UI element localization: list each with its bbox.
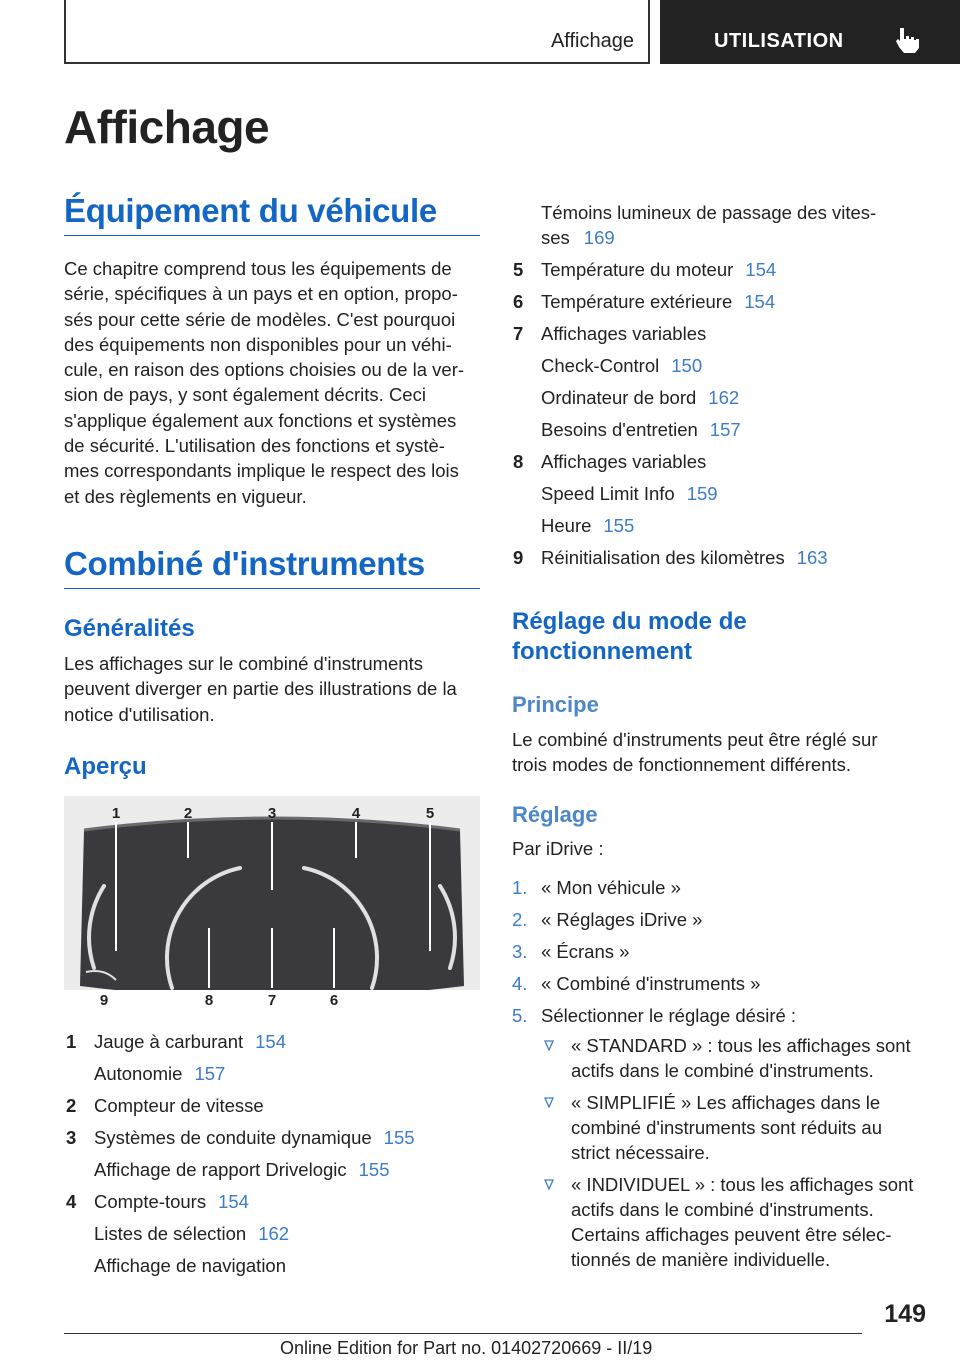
list-item: 3 Systèmes de conduite dynamique 155 bbox=[66, 1127, 415, 1148]
legend-list-right bbox=[513, 254, 931, 574]
list-item: 6 Température extérieure 154 bbox=[513, 291, 776, 312]
list-item: 4 Compte-tours 154 bbox=[66, 1191, 249, 1212]
figure-callout: 4 bbox=[351, 805, 361, 822]
page-reference-link[interactable]: 157 bbox=[709, 419, 741, 440]
header-chapter-tab bbox=[660, 0, 960, 64]
text-line: trois modes de fonctionnement différents. bbox=[512, 754, 852, 776]
step-item: 5. Sélectionner le réglage désiré : bbox=[512, 1005, 797, 1026]
text-line: Ce chapitre comprend tous les équipements de bbox=[64, 258, 452, 279]
subheading-principe: Principe bbox=[512, 692, 599, 717]
figure-callout: 7 bbox=[267, 992, 277, 1009]
section-heading-combine: Combiné d'instruments bbox=[64, 545, 425, 582]
page-reference-link[interactable]: 154 bbox=[255, 1031, 287, 1052]
header-chapter-title: UTILISATION bbox=[714, 30, 844, 52]
list-item: 7 Affichages variables bbox=[513, 323, 707, 344]
list-item: 1 Jauge à carburant 154 bbox=[66, 1031, 287, 1052]
section-heading-equipement: Équipement du véhicule bbox=[64, 192, 437, 229]
page-title: Affichage bbox=[64, 101, 270, 153]
subheading-reglage-mode bbox=[512, 607, 932, 667]
figure-callout: 5 bbox=[425, 805, 435, 822]
reglage-intro: Par iDrive : bbox=[512, 838, 604, 859]
page-reference-link[interactable]: 154 bbox=[218, 1191, 249, 1212]
subheading-generalites: Généralités bbox=[64, 615, 195, 642]
footer-edition: Online Edition for Part no. 01402720669 - II/19 bbox=[280, 1338, 653, 1358]
page-number: 149 bbox=[884, 1300, 926, 1328]
legend-continued-item bbox=[541, 200, 941, 251]
header-section-title: Affichage bbox=[550, 30, 634, 52]
text-line: peuvent diverger en partie des illustrations de la bbox=[64, 678, 457, 700]
page-reference-link[interactable]: 155 bbox=[358, 1159, 390, 1180]
step-item: 4. « Combiné d'instruments » bbox=[512, 973, 761, 994]
page-reference-link[interactable]: 159 bbox=[686, 483, 718, 504]
text-line: mes correspondants implique le respect des lois bbox=[64, 460, 459, 482]
triangle-bullet-icon bbox=[544, 1097, 554, 1108]
list-item: 2 Compteur de vitesse bbox=[66, 1095, 264, 1116]
text-line: notice d'utilisation. bbox=[64, 703, 215, 725]
text-line: cule, en raison des options choisies ou de la ver‐ bbox=[64, 359, 465, 381]
option-item: « INDIVIDUEL » : tous les affichages sont actifs dans le combiné d'instruments. Certains affichages peuvent être sélec‐ tionnés de manière individuelle. bbox=[540, 1172, 924, 1272]
text-line: Témoins lumineux de passage des vites‐ bbox=[541, 202, 877, 223]
text-line: sés pour cette série de modèles. C'est pourquoi bbox=[64, 308, 456, 330]
list-item: Affichage de navigation bbox=[94, 1255, 287, 1276]
page-reference-link[interactable]: 162 bbox=[258, 1223, 290, 1244]
page-reference-link[interactable]: 155 bbox=[383, 1127, 415, 1148]
display-mode-options bbox=[540, 1033, 924, 1279]
figure-callout: 2 bbox=[183, 805, 193, 822]
intro-paragraph bbox=[64, 256, 484, 509]
list-item: Check-Control 150 bbox=[541, 355, 703, 376]
page-reference-link[interactable]: 162 bbox=[708, 387, 740, 408]
figure-callout: 1 bbox=[111, 805, 121, 822]
list-item: 8 Affichages variables bbox=[513, 451, 707, 472]
page-reference-link[interactable]: 150 bbox=[671, 355, 703, 376]
header-section-box bbox=[64, 0, 650, 64]
list-item: 5 Température du moteur 154 bbox=[513, 259, 777, 280]
step-item: 2. « Réglages iDrive » bbox=[512, 909, 703, 930]
principe-paragraph bbox=[512, 727, 932, 778]
page-reference-link[interactable]: 155 bbox=[603, 515, 635, 536]
legend-list-left bbox=[66, 1026, 484, 1282]
page-reference-link[interactable]: 169 bbox=[583, 227, 615, 249]
step-item: 3. « Écrans » bbox=[512, 941, 630, 962]
section-rule bbox=[64, 588, 480, 589]
list-item: Speed Limit Info 159 bbox=[541, 483, 718, 504]
list-item: Autonomie 157 bbox=[94, 1063, 226, 1084]
text-line: Les affichages sur le combiné d'instruments bbox=[64, 653, 423, 674]
page-reference-link[interactable]: 154 bbox=[744, 291, 776, 312]
subheading-reglage: Réglage bbox=[512, 802, 598, 827]
generalites-paragraph bbox=[64, 651, 484, 727]
footer-rule bbox=[64, 1333, 862, 1334]
instrument-cluster-illustration bbox=[64, 796, 480, 1017]
text-line: sion de pays, y sont également décrits. Ceci bbox=[64, 384, 426, 406]
text-line: ses 169 bbox=[541, 227, 615, 249]
list-item: Besoins d'entretien 157 bbox=[541, 419, 741, 440]
figure-callout: 3 bbox=[267, 805, 277, 822]
figure-callout: 9 bbox=[99, 992, 109, 1009]
heading-line: fonctionnement bbox=[512, 638, 692, 665]
list-item: Ordinateur de bord 162 bbox=[541, 387, 740, 408]
step-item: 1. « Mon véhicule » bbox=[512, 877, 681, 898]
text-line: s'applique également aux fonctions et systèmes bbox=[64, 409, 457, 431]
triangle-bullet-icon bbox=[544, 1179, 554, 1190]
option-item: « STANDARD » : tous les affichages sont actifs dans le combiné d'instruments. bbox=[540, 1033, 924, 1083]
subheading-apercu: Aperçu bbox=[64, 753, 147, 780]
option-item: « SIMPLIFIÉ » Les affichages dans le combiné d'instruments sont réduits au strict nécessaire. bbox=[540, 1090, 924, 1165]
text-line: de sécurité. L'utilisation des fonctions et systè‐ bbox=[64, 435, 445, 457]
triangle-bullet-icon bbox=[544, 1040, 554, 1051]
reglage-steps bbox=[512, 872, 922, 1032]
list-item: Heure 155 bbox=[541, 515, 635, 536]
section-rule bbox=[64, 235, 480, 236]
text-line: série, spécifiques à un pays et en option, propo‐ bbox=[64, 283, 458, 305]
list-item: Affichage de rapport Drivelogic 155 bbox=[94, 1159, 390, 1180]
page-reference-link[interactable]: 157 bbox=[194, 1063, 226, 1084]
page-reference-link[interactable]: 154 bbox=[745, 259, 777, 280]
text-line: des équipements non disponibles pour un véhi‐ bbox=[64, 333, 452, 355]
text-line: Le combiné d'instruments peut être réglé sur bbox=[512, 729, 878, 750]
pointing-hand-icon bbox=[894, 26, 920, 54]
heading-line: Réglage du mode de bbox=[512, 608, 747, 635]
page-reference-link[interactable]: 163 bbox=[796, 547, 828, 568]
list-item: 9 Réinitialisation des kilomètres 163 bbox=[513, 547, 828, 568]
text-line: et des règlements en vigueur. bbox=[64, 485, 307, 507]
figure-callout: 8 bbox=[204, 992, 214, 1009]
list-item: Listes de sélection 162 bbox=[94, 1223, 290, 1244]
figure-callout: 6 bbox=[329, 992, 339, 1009]
